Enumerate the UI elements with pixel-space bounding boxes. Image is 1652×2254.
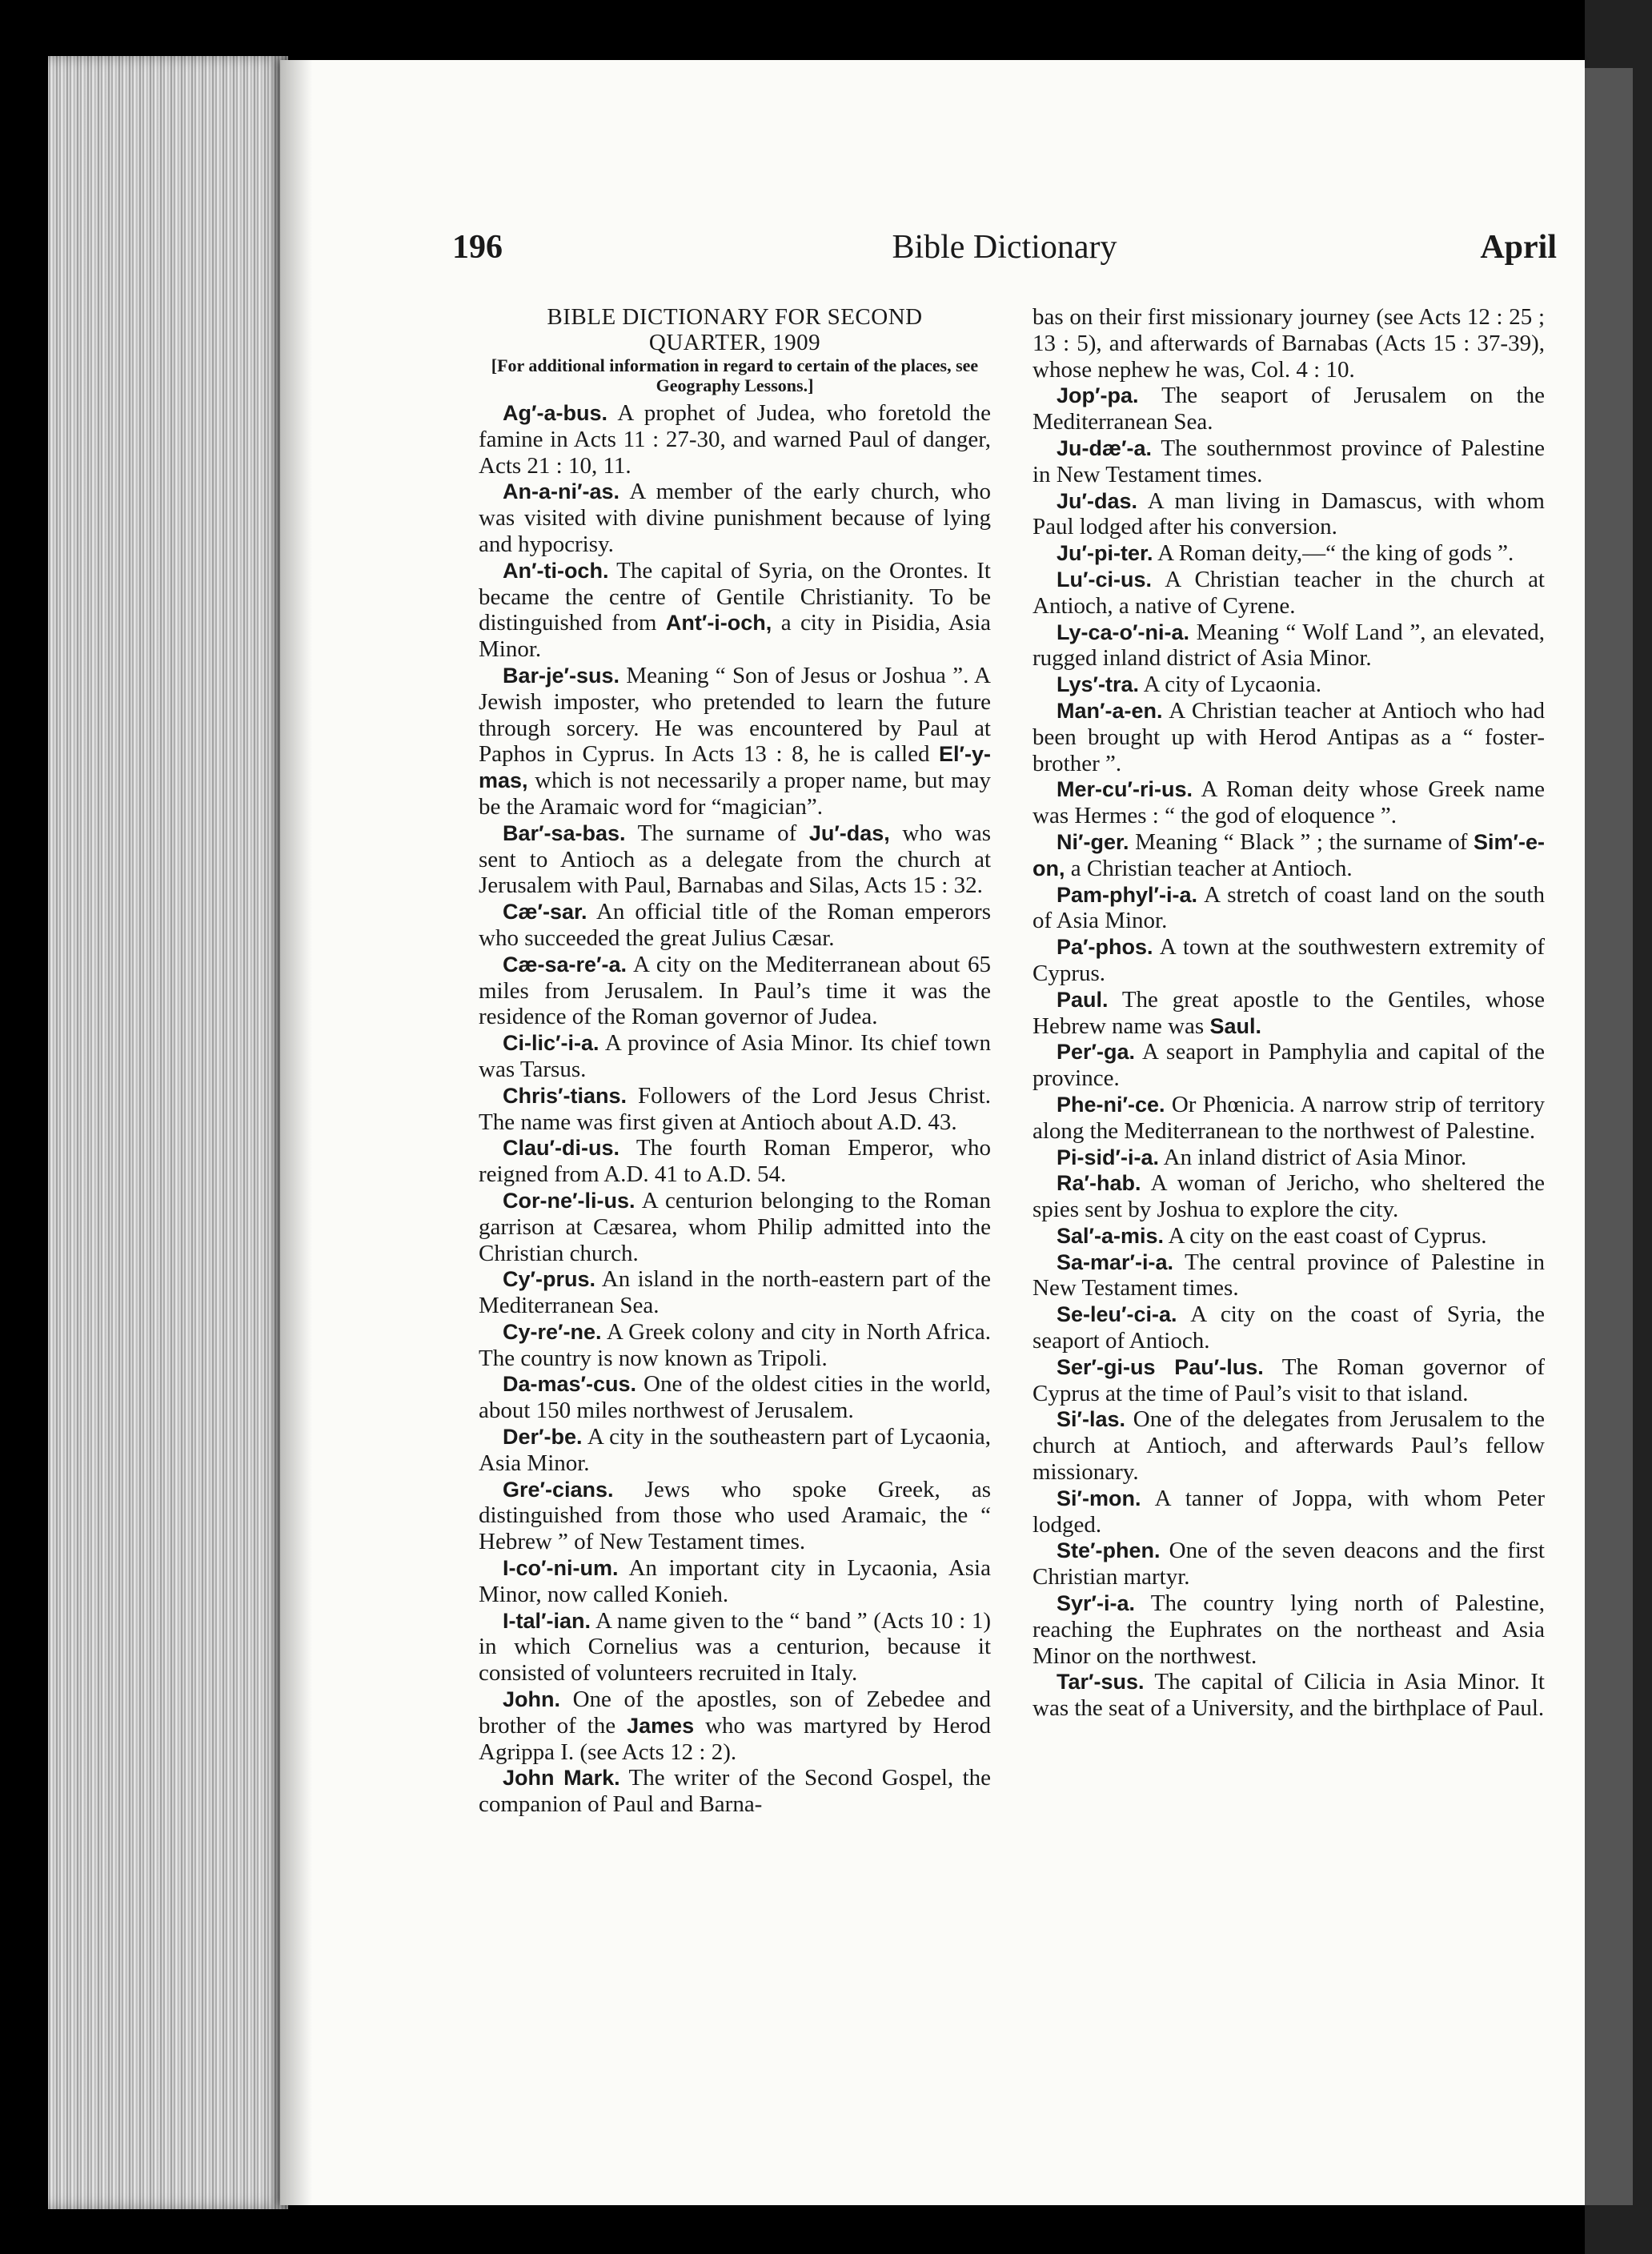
- heading-line-1: BIBLE DICTIONARY FOR SECOND: [547, 304, 923, 330]
- entry-headword: Ci-lic′-i-a.: [503, 1031, 599, 1056]
- entry-definition: A city of Lycaonia.: [1139, 672, 1321, 698]
- entry-headword: Gre′-cians.: [503, 1477, 614, 1502]
- entry-definition: A man living in Damascus, with whom Paul lodged after his conversion.: [1032, 487, 1545, 540]
- entry-headword: I-tal′-ian.: [503, 1608, 591, 1633]
- entry-headword: Lys′-tra.: [1057, 672, 1140, 697]
- entry-headword: Syr′-i-a.: [1057, 1591, 1136, 1616]
- running-head: [452, 228, 1557, 276]
- right-column: [1032, 304, 1545, 1722]
- entry-definition: The capital of Cilicia in Asia Minor. It was the seat of a University, and the birthplace of Paul.: [1032, 1669, 1545, 1722]
- entry-headword: Per′-ga.: [1057, 1040, 1136, 1065]
- entry-headword: Ra′-hab.: [1057, 1171, 1141, 1196]
- entry-headword: Ju′-pi-ter.: [1057, 541, 1153, 566]
- dictionary-entry: [1032, 1092, 1545, 1145]
- dictionary-entry: [1032, 829, 1545, 882]
- entry-definition: A town at the southwestern extremity of Cyprus.: [1032, 934, 1545, 986]
- dictionary-entry: [479, 1135, 991, 1188]
- dictionary-entry: [1032, 1223, 1545, 1249]
- entry-headword: Ly-ca-o′-ni-a.: [1057, 620, 1189, 644]
- entry-headword: Ju-dæ′-a.: [1057, 435, 1152, 460]
- entry-definition: A member of the early church, who was visited with divine punishment because of lying and hypocrisy.: [479, 479, 991, 557]
- entry-definition: An important city in Lycaonia, Asia Minor, now called Konieh.: [479, 1555, 991, 1607]
- entry-headword: Ju′-das.: [1057, 488, 1137, 513]
- entry-headword: Bar′-sa-bas.: [503, 820, 626, 845]
- entry-definition: One of the apostles, son of Zebedee and brother of the: [479, 1686, 991, 1739]
- page-number: 196: [452, 229, 503, 266]
- entry-headword: Si′-mon.: [1057, 1486, 1141, 1510]
- entry-headword: Sa-mar′-i-a.: [1057, 1249, 1174, 1274]
- dictionary-entry: [479, 663, 991, 820]
- entry-definition: Meaning “ Black ” ; the surname of: [1129, 828, 1474, 855]
- dictionary-entry: [1032, 934, 1545, 987]
- dictionary-entry: [1032, 1170, 1545, 1223]
- entry-definition: A centurion belonging to the Roman garrison at Cæsarea, whom Philip admitted into the Christian church.: [479, 1187, 991, 1266]
- entry-definition: The central province of Palestine in New Testament times.: [1032, 1249, 1545, 1301]
- entry-headword: Si′-las.: [1057, 1407, 1126, 1432]
- entry-definition: A city on the east coast of Cyprus.: [1164, 1222, 1487, 1249]
- dictionary-entry: [1032, 776, 1545, 829]
- dictionary-entry: [479, 1030, 991, 1083]
- heading-line-2: QUARTER, 1909: [648, 330, 821, 355]
- entry-headword: John Mark.: [503, 1766, 620, 1791]
- dictionary-entry: [479, 400, 991, 479]
- dictionary-entry: [1032, 1538, 1545, 1590]
- dictionary-entry: [1032, 1145, 1545, 1171]
- entry-definition: The seaport of Jerusalem on the Mediterranean Sea.: [1032, 383, 1545, 435]
- continued-entry: bas on their first missionary journey (see Acts 12 : 25 ; 13 : 5), and afterwards of Barnabas (Acts 15 : 37-39), whose nephew he was, Col. 4 : 10.: [1032, 304, 1545, 383]
- dictionary-entry: [479, 899, 991, 952]
- entry-headword: Clau′-di-us.: [503, 1136, 620, 1161]
- entry-definition: A seaport in Pamphylia and capital of the province.: [1032, 1039, 1545, 1092]
- running-month: April: [1480, 229, 1557, 266]
- entry-headword: Jop′-pa.: [1057, 383, 1139, 408]
- dictionary-entry: [479, 479, 991, 557]
- entry-definition-cont: who was martyred by Herod Agrippa I. (see Acts 12 : 2).: [479, 1712, 991, 1765]
- entry-definition: A Christian teacher at Antioch who had been brought up with Herod Antipas as a “ foster-brother ”.: [1032, 697, 1545, 776]
- entry-definition: The fourth Roman Emperor, who reigned from A.D. 41 to A.D. 54.: [479, 1135, 991, 1188]
- entry-headword: Ser′-gi-us Pau′-lus.: [1057, 1354, 1264, 1379]
- entry-headword: Lu′-ci-us.: [1057, 567, 1152, 592]
- entry-headword: I-co′-ni-um.: [503, 1556, 619, 1581]
- entry-headword: John.: [503, 1687, 560, 1712]
- dictionary-entry: [1032, 488, 1545, 541]
- entry-definition: A city on the Mediterranean about 65 miles from Jerusalem. In Paul’s time it was the residence of the Roman governor of Judea.: [479, 951, 991, 1030]
- dictionary-entry: [1032, 620, 1545, 672]
- dictionary-entry: [1032, 1406, 1545, 1485]
- gutter-shadow: [280, 60, 312, 2205]
- entry-bold-term: El′-y-mas,: [479, 742, 991, 793]
- entry-definition: The Roman governor of Cyprus at the time of Paul’s visit to that island.: [1032, 1354, 1545, 1406]
- entry-headword: Chris′-tians.: [503, 1083, 627, 1108]
- entry-definition: An inland district of Asia Minor.: [1159, 1144, 1467, 1170]
- entry-definition: A province of Asia Minor. Its chief town was Tarsus.: [479, 1030, 991, 1082]
- entry-definition-cont: which is not necessarily a proper name, but may be the Aramaic word for “magician”.: [479, 768, 991, 820]
- entry-definition: The southernmost province of Palestine in New Testament times.: [1032, 435, 1545, 487]
- entry-definition: Meaning “ Son of Jesus or Joshua ”. A Jewish imposter, who pretended to learn the future through sorcery. He was encountered by Paul at Paphos in Cyprus. In Acts 13 : 8, he is called: [479, 662, 991, 768]
- entry-definition: A city on the coast of Syria, the seaport of Antioch.: [1032, 1301, 1545, 1354]
- entry-headword: Pi-sid′-i-a.: [1057, 1145, 1159, 1169]
- entry-definition: An official title of the Roman emperors who succeeded the great Julius Cæsar.: [479, 899, 991, 951]
- entry-headword: Cy′-prus.: [503, 1267, 595, 1292]
- dictionary-entry: [1032, 1669, 1545, 1722]
- heading-note: [For additional information in regard to certain of the places, see Geography Lessons.]: [491, 355, 979, 395]
- dictionary-entry: [1032, 1039, 1545, 1092]
- entry-headword: Cæ-sa-re′-a.: [503, 952, 628, 977]
- dictionary-entry: [1032, 1486, 1545, 1538]
- page-stack-edge: [48, 56, 288, 2209]
- entry-definition: Meaning “ Wolf Land ”, an elevated, rugged inland district of Asia Minor.: [1032, 619, 1545, 672]
- dictionary-entry: [1032, 540, 1545, 567]
- running-title: Bible Dictionary: [892, 229, 1117, 266]
- entry-definition: Followers of the Lord Jesus Christ. The name was first given at Antioch about A.D. 43.: [479, 1082, 991, 1135]
- dictionary-entry: [1032, 1249, 1545, 1302]
- entry-headword: Tar′-sus.: [1057, 1670, 1145, 1695]
- dictionary-entry: [479, 1371, 991, 1424]
- dictionary-entry: [479, 1319, 991, 1372]
- entry-bold-term: Saul.: [1209, 1013, 1261, 1038]
- entry-bold-term: Sim′-e-on,: [1032, 829, 1545, 880]
- section-heading: [479, 304, 991, 355]
- entry-definition: One of the oldest cities in the world, about 150 miles northwest of Jerusalem.: [479, 1371, 991, 1424]
- entry-headword: Cor-ne′-li-us.: [503, 1188, 636, 1213]
- dictionary-entry: [1032, 698, 1545, 776]
- entry-bold-term: Ju′-das,: [808, 820, 890, 845]
- entry-definition-cont: a Christian teacher at Antioch.: [1065, 855, 1353, 881]
- scan-border: [1585, 0, 1652, 2254]
- dictionary-entry: [479, 1765, 991, 1818]
- entry-definition: A tanner of Joppa, with whom Peter lodged.: [1032, 1485, 1545, 1538]
- entry-definition: The country lying north of Palestine, reaching the Euphrates on the northeast and Asia Minor on the northwest.: [1032, 1590, 1545, 1669]
- entry-bold-term: Ant′-i-och,: [665, 611, 772, 636]
- dictionary-entry: [1032, 1301, 1545, 1354]
- entry-headword: An′-ti-och.: [503, 558, 609, 583]
- dictionary-entry: [1032, 882, 1545, 935]
- entry-headword: Bar-je′-sus.: [503, 663, 620, 688]
- entry-headword: Ste′-phen.: [1057, 1538, 1161, 1563]
- entry-headword: Der′-be.: [503, 1425, 583, 1450]
- dictionary-entry: [479, 1555, 991, 1608]
- entry-definition: The great apostle to the Gentiles, whose Hebrew name was: [1032, 986, 1545, 1039]
- entry-headword: Se-leu′-ci-a.: [1057, 1302, 1177, 1327]
- dictionary-entry: [479, 1188, 991, 1266]
- entry-headword: Man′-a-en.: [1057, 698, 1163, 723]
- entry-definition: A Roman deity whose Greek name was Hermes : “ the god of eloquence ”.: [1032, 776, 1545, 829]
- entry-headword: Mer-cu′-ri-us.: [1057, 777, 1193, 802]
- dictionary-entry: [479, 1608, 991, 1686]
- dictionary-entry: [479, 558, 991, 663]
- entry-definition-cont: who was sent to Antioch as a delegate from the church at Jerusalem with Paul, Barnabas and Silas, Acts 15 : 32.: [479, 820, 992, 899]
- entry-headword: Pa′-phos.: [1057, 935, 1153, 960]
- dictionary-entry: [479, 820, 991, 899]
- dictionary-entry: [479, 1083, 991, 1136]
- dictionary-entry: [479, 952, 991, 1030]
- entry-definition: One of the seven deacons and the first Christian martyr.: [1032, 1538, 1545, 1590]
- entry-bold-term: James: [627, 1713, 695, 1738]
- dictionary-entry: [1032, 567, 1545, 620]
- dictionary-entry: [1032, 435, 1545, 488]
- entry-definition: A woman of Jericho, who sheltered the spies sent by Joshua to explore the city.: [1032, 1170, 1545, 1223]
- entry-headword: An-a-ni′-as.: [503, 479, 620, 504]
- entry-headword: Da-mas′-cus.: [503, 1372, 637, 1397]
- entry-definition: The writer of the Second Gospel, the companion of Paul and Barna-: [479, 1765, 991, 1818]
- entry-definition: A Roman deity,—“ the king of gods ”.: [1153, 540, 1514, 567]
- left-column: [479, 304, 991, 1818]
- entry-headword: Phe-ni′-ce.: [1057, 1092, 1165, 1117]
- entry-headword: Paul.: [1057, 987, 1109, 1012]
- entry-definition: A name given to the “ band ” (Acts 10 : 1) in which Cornelius was a centurion, because it consisted of volunteers recruited in Italy.: [479, 1607, 991, 1686]
- dictionary-entry: [479, 1424, 991, 1477]
- dictionary-entry: [479, 1477, 991, 1555]
- entry-headword: Cy-re′-ne.: [503, 1319, 602, 1344]
- entry-definition: A Greek colony and city in North Africa. The country is now known as Tripoli.: [479, 1318, 991, 1371]
- entry-headword: Pam-phyl′-i-a.: [1057, 882, 1198, 907]
- dictionary-entry: [479, 1686, 991, 1765]
- entry-headword: Ni′-ger.: [1057, 829, 1129, 854]
- entry-definition: An island in the north-eastern part of the Mediterranean Sea.: [479, 1266, 991, 1319]
- dictionary-entry: [1032, 383, 1545, 435]
- entry-definition: Or Phœnicia. A narrow strip of territory along the Mediterranean to the northwest of Palestine.: [1032, 1091, 1545, 1144]
- entry-definition: A stretch of coast land on the south of Asia Minor.: [1032, 881, 1545, 934]
- dictionary-entry: [1032, 672, 1545, 698]
- entry-definition: A city in the southeastern part of Lycaonia, Asia Minor.: [479, 1424, 991, 1476]
- entry-headword: Ag′-a-bus.: [503, 401, 607, 425]
- dictionary-entry: [1032, 1590, 1545, 1669]
- entry-definition: The capital of Syria, on the Orontes. It became the centre of Gentile Christianity. To be distinguished from: [479, 557, 991, 636]
- entry-definition: Jews who spoke Greek, as distinguished from those who used Aramaic, the “ Hebrew ” of New Testament times.: [479, 1476, 991, 1555]
- entry-headword: Sal′-a-mis.: [1057, 1223, 1165, 1248]
- entry-definition: A Christian teacher in the church at Antioch, a native of Cyrene.: [1032, 566, 1545, 619]
- dictionary-entry: [1032, 1354, 1545, 1407]
- dictionary-entry: [479, 1266, 991, 1319]
- entry-definition: One of the delegates from Jerusalem to the church at Antioch, and afterwards Paul’s fellow missionary.: [1032, 1406, 1545, 1486]
- entry-headword: Cæ′-sar.: [503, 900, 587, 924]
- entry-definition: The surname of: [625, 820, 809, 846]
- entry-definition-cont: a city in Pisidia, Asia Minor.: [479, 610, 992, 663]
- entry-definition: A prophet of Judea, who foretold the famine in Acts 11 : 27-30, and warned Paul of danger, Acts 21 : 10, 11.: [479, 400, 991, 479]
- dictionary-entry: [1032, 987, 1545, 1040]
